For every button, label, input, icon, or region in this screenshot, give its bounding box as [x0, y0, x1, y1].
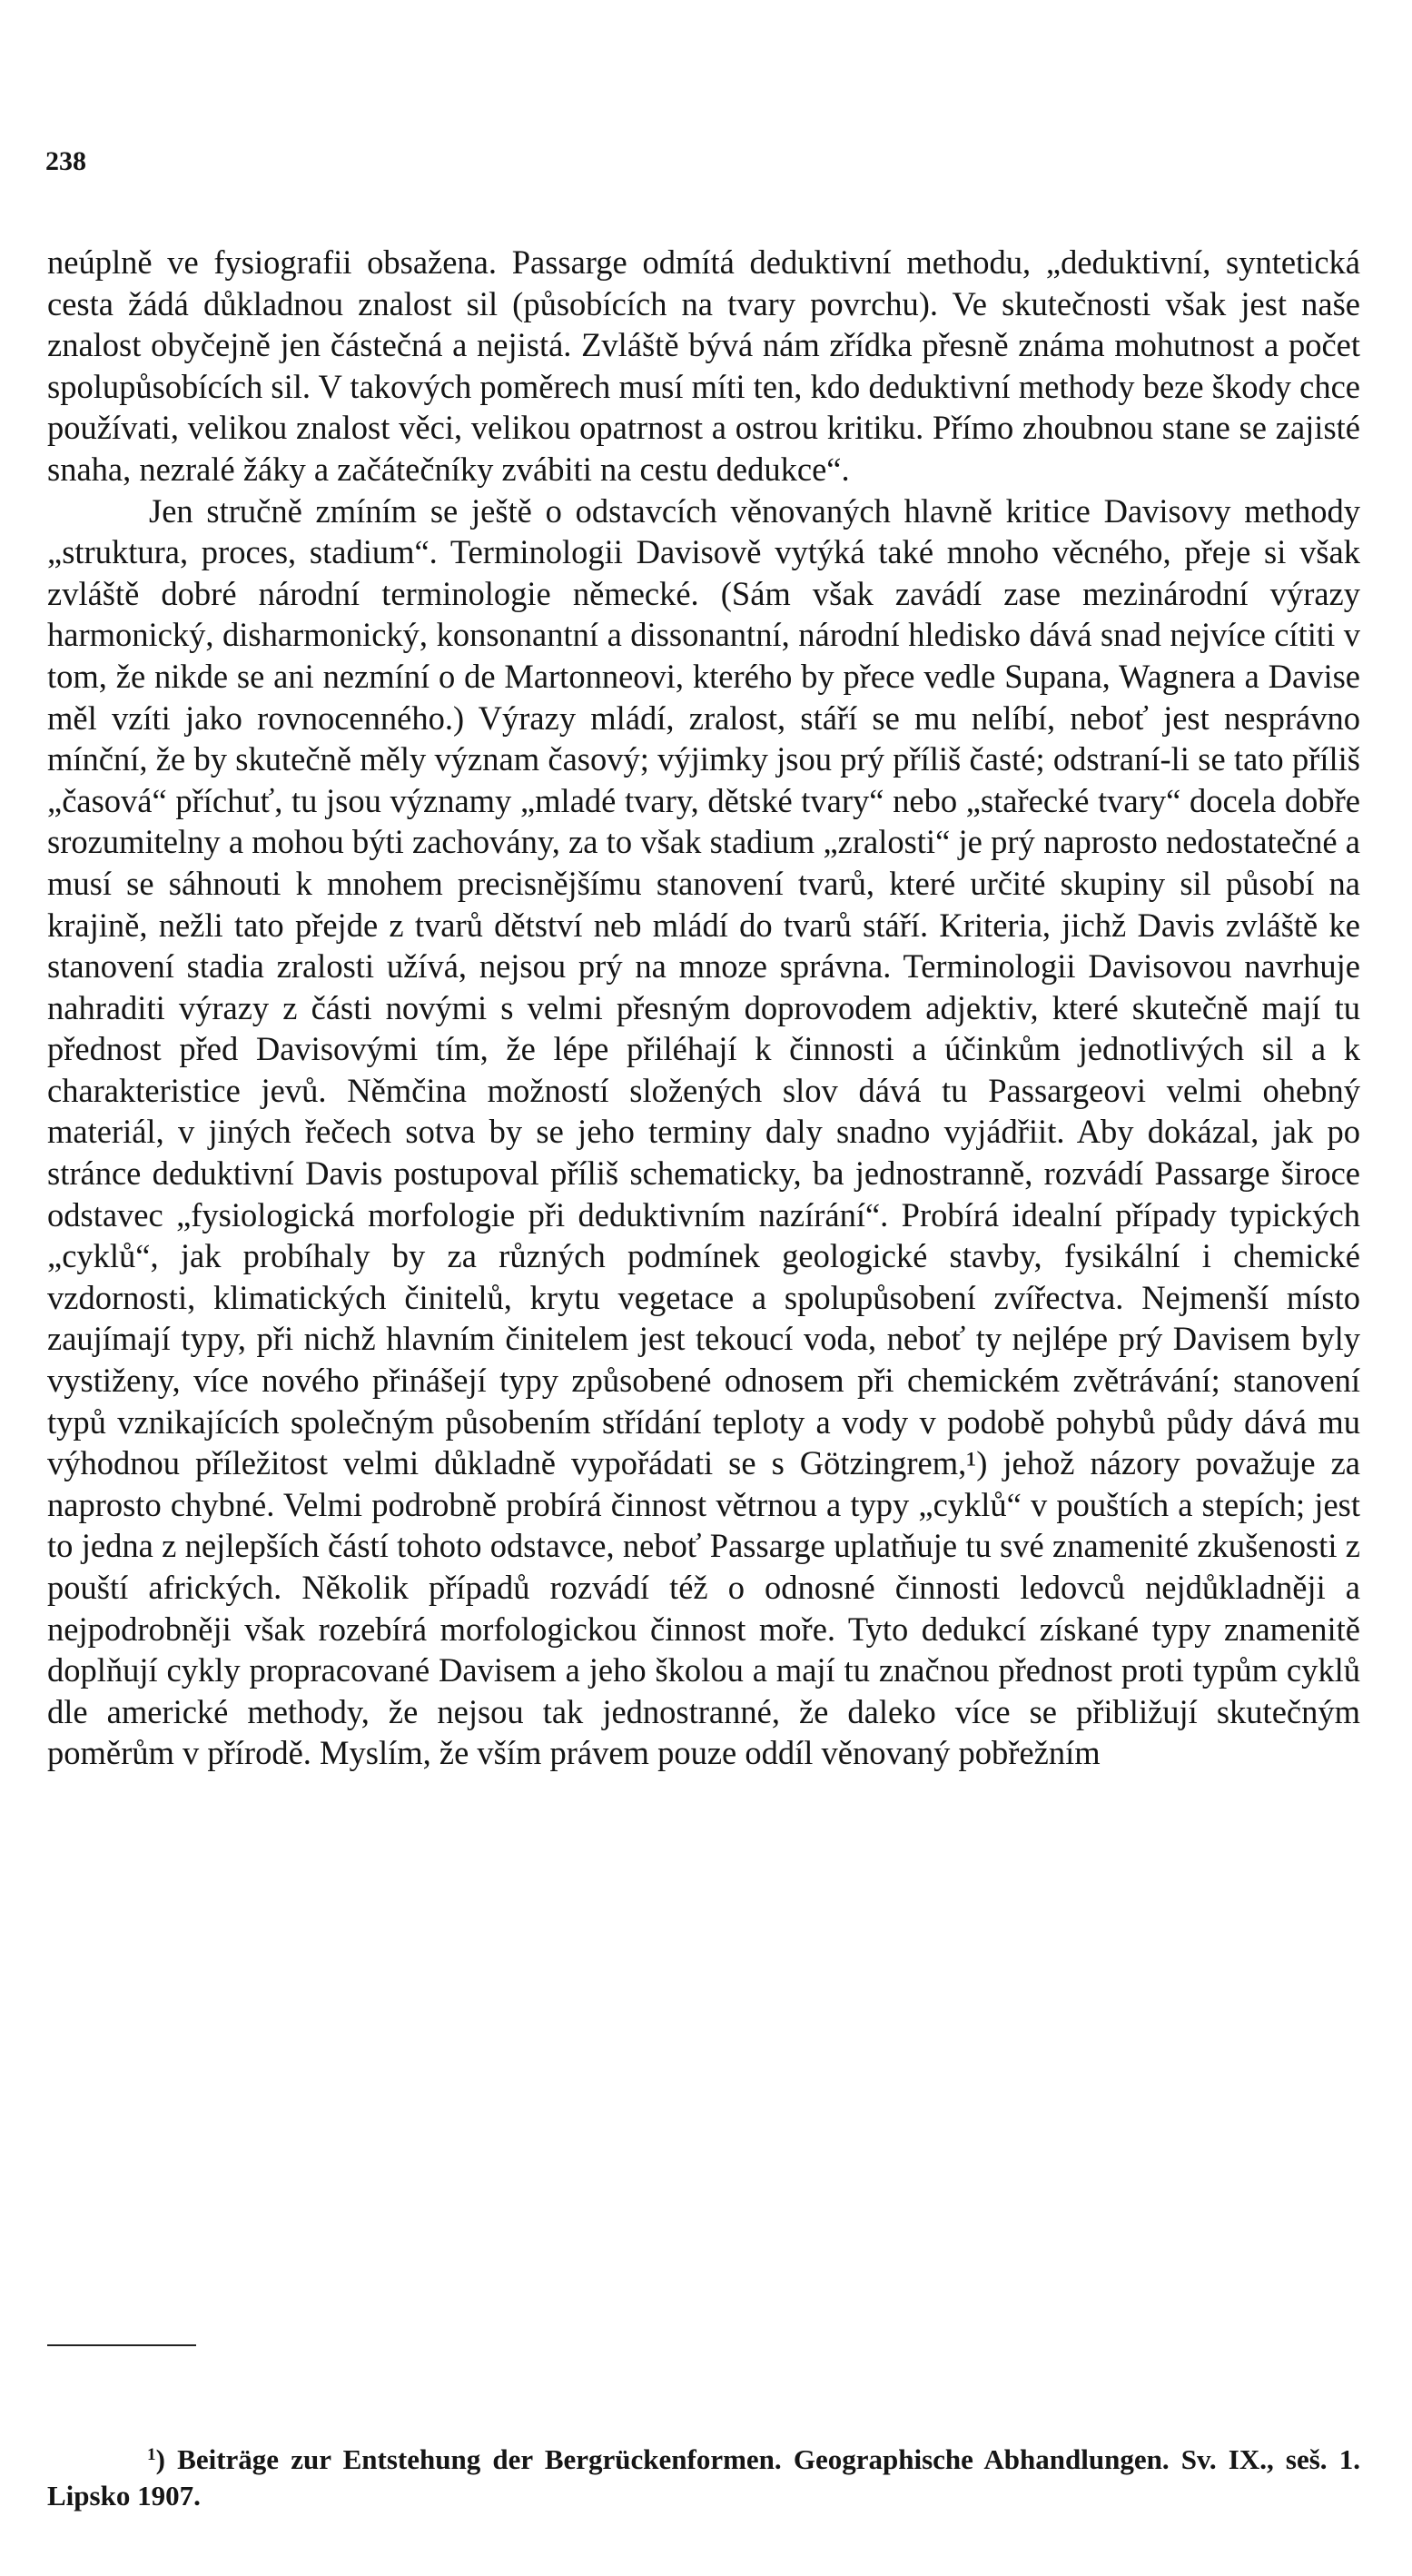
page-number: 238	[45, 146, 86, 176]
paragraph-1: neúplně ve fysiografii obsažena. Passarge odmítá deduktivní methodu, „deduktivní, syntetická cesta žádá důkladnou znalost sil (působících na tvary povrchu). Ve skutečnosti však jest naše znalost obyčejně jen částečná a nejistá. Zvláště bývá nám zřídka přesně známa mohutnost a počet spolupůsobících sil. V takových poměrech musí míti ten, kdo deduktivní methody beze škody chce používati, velikou znalost věci, velikou opatrnost a ostrou kritiku. Přímo zhoubnou stane se zajisté snaha, nezralé žáky a začátečníky zvábiti na cestu dedukce“.	[47, 243, 1360, 488]
main-text	[47, 242, 1360, 1774]
footnote-text: Beiträge zur Entstehung der Bergrückenformen. Geographische Abhandlungen. Sv. IX., seš. 1. Lipsko 1907.	[47, 2443, 1361, 2512]
footnote-marker: 1	[147, 2445, 156, 2465]
footnote-marker-suffix: )	[155, 2443, 165, 2475]
footnote-separator	[47, 2344, 196, 2346]
footnote	[47, 2442, 1360, 2514]
paragraph-2: Jen stručně zmíním se ještě o odstavcích věnovaných hlavně kritice Davisovy methody „struktura, proces, stadium“. Terminologii Davisově vytýká také mnoho věcného, přeje si však zvláště dobré národní terminologie německé. (Sám však zavádí zase mezinárodní výrazy harmonický, disharmonický, konsonantní a dissonantní, národní hledisko dává snad nejvíce cítiti v tom, že nikde se ani nezmíní o de Martonneovi, kterého by přece vedle Supana, Wagnera a Davise měl vzíti jako rovnocenného.) Výrazy mládí, zralost, stáří se mu nelíbí, neboť jest nesprávno mínční, že by skutečně měly význam časový; výjimky jsou prý příliš časté; odstraní-li se tato příliš „časová“ příchuť, tu jsou významy „mladé tvary, dětské tvary“ nebo „stařecké tvary“ docela dobře srozumitelny a mohou býti zachovány, za to však stadium „zralosti“ je prý naprosto nedostatečné a musí se sáhnouti k mnohem precisnějšímu stanovení tvarů, které určité skupiny sil působí na krajině, nežli tato přejde z tvarů dětství neb mládí do tvarů stáří. Kriteria, jichž Davis zvláště ke stanovení stadia zralosti užívá, nejsou prý na mnoze správna. Terminologii Davisovou navrhuje nahraditi výrazy z části novými s velmi přesným doprovodem adjektiv, které skutečně mají tu přednost před Davisovými tím, že lépe přiléhají k činnosti a účinkům jednotlivých sil a k charakteristice jevů. Němčina možností složených slov dává tu Passargeovi velmi ohebný materiál, v jiných řečech sotva by se jeho terminy daly snadno vyjádřiit. Aby dokázal, jak po stránce deduktivní Davis postupoval příliš schematicky, ba jednostranně, rozvádí Passarge široce odstavec „fysiologická morfologie při deduktivním nazírání“. Probírá idealní případy typických „cyklů“, jak probíhaly by za různých podmínek geologické stavby, fysikální i chemické vzdornosti, klimatických činitelů, krytu vegetace a spolupůsobení zvířectva. Nejmenší místo zaujímají typy, při nichž hlavním činitelem jest tekoucí voda, neboť ty nejlépe prý Davisem byly vystiženy, více nového přinášejí typy způsobené odnosem při chemickém zvětrávání; stanovení typů vznikajících společným působením střídání teploty a vody v podobě pohybů půdy dává mu výhodnou příležitost velmi důkladně vypořádati se s Götzingrem,¹) jehož názory považuje za naprosto chybné. Velmi podrobně probírá činnost větrnou a typy „cyklů“ v pouštích a stepích; jest to jedna z nejlepších částí tohoto odstavce, neboť Passarge uplatňuje tu své znamenité zkušenosti z pouští afrických. Několik případů rozvádí též o odnosné činnosti ledovců nejdůkladněji a nejpodrobněji však rozebírá morfologickou činnost moře. Tyto dedukcí získané typy znamenitě doplňují cykly propracované Davisem a jeho školou a mají tu značnou přednost proti typům cyklů dle americké methody, že nejsou tak jednostranné, že daleko více se přibližují skutečným poměrům v přírodě. Myslím, že vším právem pouze oddíl věnovaný pobřežním	[47, 491, 1360, 1772]
